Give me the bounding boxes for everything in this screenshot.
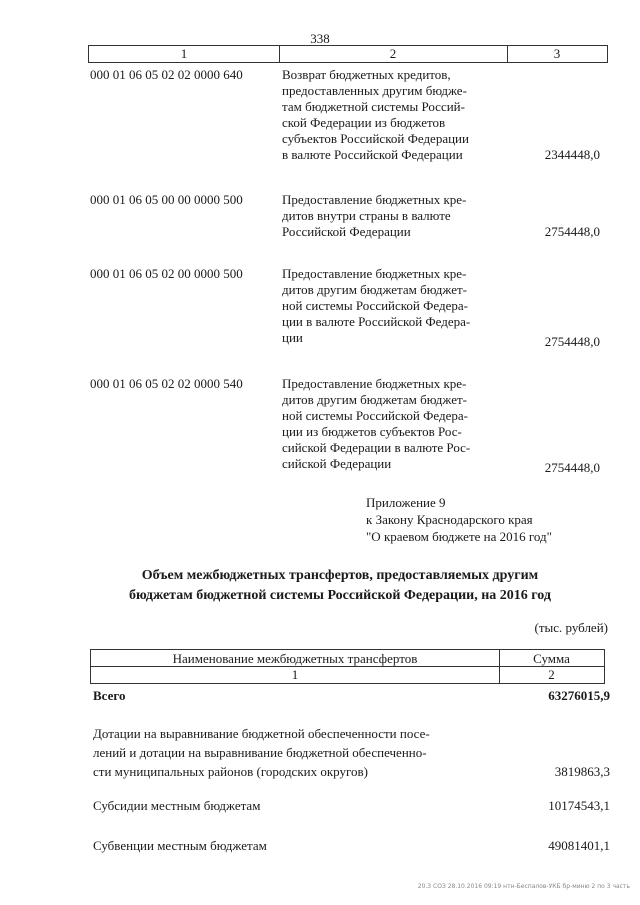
title-line: бюджетам бюджетной системы Российской Федерации, на 2016 год	[129, 588, 551, 603]
units-label: (тыс. рублей)	[534, 620, 608, 635]
appendix-line: к Закону Краснодарского края	[366, 512, 533, 527]
header-col1: 1	[291, 667, 299, 682]
desc-line: сийской Федерации	[282, 456, 392, 471]
transfer-row	[93, 724, 493, 781]
table1-header-col2: 2	[279, 46, 508, 62]
row-amount: 2754448,0	[544, 224, 600, 239]
row-amount: 2344448,0	[544, 147, 600, 162]
desc-line: в валюте Российской Федерации	[282, 147, 463, 162]
title-line: Объем межбюджетных трансфертов, предоставляемых другим	[141, 568, 539, 583]
row-line: Дотации на выравнивание бюджетной обеспеченности посе-	[93, 726, 430, 741]
footer-note: 20.3 СОЗ 28.10.2016 09:19 нтн-Беспалов-УКБ бр-миню 2 по 3 часть	[417, 883, 630, 890]
row-description	[282, 376, 500, 472]
transfer-value: 3819863,3	[554, 764, 610, 779]
desc-line: предоставленных другим бюдже-	[282, 83, 467, 98]
page-number: 338	[310, 31, 330, 46]
table1-header-col1: 1	[89, 46, 280, 62]
transfer-value: 10174543,1	[548, 798, 610, 813]
appendix-line: "О краевом бюджете на 2016 год"	[366, 529, 552, 544]
table2-header	[90, 649, 605, 684]
transfer-row: Субсидии местным бюджетам	[93, 798, 261, 813]
transfer-value: 49081401,1	[548, 838, 610, 853]
desc-line: дитов другим бюджетам бюджет-	[282, 392, 467, 407]
row-line: лений и дотации на выравнивание бюджетной обеспеченно-	[93, 745, 427, 760]
desc-line: ной системы Российской Федера-	[282, 408, 468, 423]
desc-line: дитов внутри страны в валюте	[282, 208, 451, 223]
desc-line: Предоставление бюджетных кре-	[282, 376, 467, 391]
budget-code: 000 01 06 05 02 00 0000 500	[90, 266, 243, 281]
header-sum: Сумма	[533, 651, 570, 666]
desc-line: сийской Федерации в валюте Рос-	[282, 440, 471, 455]
desc-line: ной системы Российской Федера-	[282, 298, 468, 313]
table1-header-col3: 3	[553, 46, 561, 61]
desc-line: Предоставление бюджетных кре-	[282, 266, 467, 281]
section-title	[60, 566, 620, 606]
desc-line: дитов другим бюджетам бюджет-	[282, 282, 467, 297]
transfer-row: Субвенции местным бюджетам	[93, 838, 267, 853]
desc-line: ции из бюджетов субъектов Рос-	[282, 424, 462, 439]
total-value: 63276015,9	[548, 688, 610, 703]
appendix-reference	[366, 494, 552, 545]
desc-line: Возврат бюджетных кредитов,	[282, 67, 451, 82]
desc-line: Предоставление бюджетных кре-	[282, 192, 467, 207]
total-label: Всего	[93, 688, 126, 703]
row-amount: 2754448,0	[544, 334, 600, 349]
budget-code: 000 01 06 05 02 02 0000 540	[90, 376, 243, 391]
row-line: сти муниципальных районов (городских округов)	[93, 764, 368, 779]
budget-code: 000 01 06 05 02 02 0000 640	[90, 67, 243, 82]
desc-line: ской Федерации из бюджетов	[282, 115, 446, 130]
row-description	[282, 192, 500, 240]
row-description	[282, 67, 500, 163]
desc-line: ции в валюте Российской Федера-	[282, 314, 471, 329]
desc-line: субъектов Российской Федерации	[282, 131, 469, 146]
desc-line: ции	[282, 330, 303, 345]
row-amount: 2754448,0	[544, 460, 600, 475]
budget-code: 000 01 06 05 00 00 0000 500	[90, 192, 243, 207]
appendix-line: Приложение 9	[366, 495, 446, 510]
row-description	[282, 266, 500, 346]
desc-line: там бюджетной системы Россий-	[282, 99, 465, 114]
header-col2: 2	[548, 667, 555, 682]
desc-line: Российской Федерации	[282, 224, 411, 239]
table1-header	[88, 45, 608, 63]
header-transfer-name: Наименование межбюджетных трансфертов	[172, 651, 418, 666]
